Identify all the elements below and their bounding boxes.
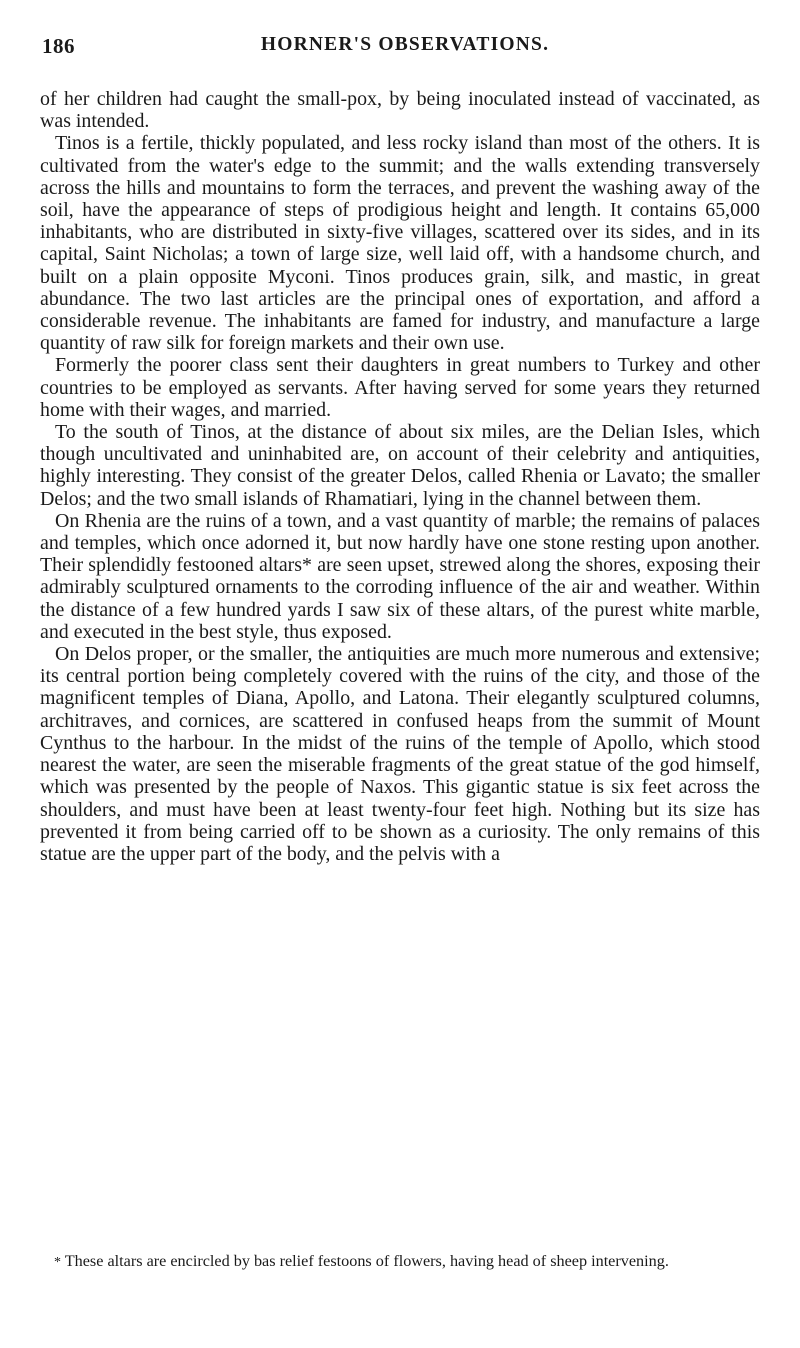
paragraph-delian-isles: To the south of Tinos, at the distance of about six miles, are the Delian Isles, which though uncultivated and uninhabited are, on account of their celebrity and antiquities, highly interesting. They consist of the greater Delos, called Rhenia or Lavato; the smaller Delos; and the two small islands of Rhamatiari, lying in the channel between them. [40,421,760,510]
footnote [40,1252,760,1272]
page-number: 186 [42,34,75,58]
paragraph-daughters: Formerly the poorer class sent their daughters in great numbers to Turkey and other countries to be employed as servants. After having served for some years they returned home with their wages, and married. [40,354,760,421]
footnote-text: These altars are encircled by bas relief festoons of flowers, having head of sheep intervening. [64,1252,669,1270]
running-title: HORNER'S OBSERVATIONS. [260,34,550,55]
paragraph-continued: of her children had caught the small-pox, by being inoculated instead of vaccinated, as was intended. [40,88,760,133]
paragraph-delos: On Delos proper, or the smaller, the antiquities are much more numerous and extensive; its central portion being completely covered with the ruins of the city, and those of the magnificent temples of Diana, Apollo, and Latona. Their elegantly sculptured columns, architraves, and cornices, are scattered in confused heaps from the summit of Mount Cynthus to the harbour. In the midst of the ruins of the temple of Apollo, which stood nearest the water, are seen the miserable fragments of the great statue of the god himself, which was presented by the people of Naxos. This gigantic statue is six feet across the shoulders, and must have been at least twenty-four feet high. Nothing but its size has prevented it from being carried off to be shown as a curiosity. The only remains of this statue are the upper part of the body, and the pelvis with a [40,643,760,865]
paragraph-rhenia: On Rhenia are the ruins of a town, and a vast quantity of marble; the remains of palaces and temples, which once adorned it, but now hardly have one stone resting upon another. Their splendidly festooned altars* are seen upset, strewed along the shores, exposing their admirably sculptured ornaments to the corroding influence of the air and weather. Within the distance of a few hundred yards I saw six of these altars, of the purest white marble, and executed in the best style, thus exposed. [40,509,760,643]
page-header [40,34,760,64]
paragraph-tinos: Tinos is a fertile, thickly populated, and less rocky island than most of the others. It is cultivated from the water's edge to the summit; and the walls extending transversely across the hills and mountains to form the terraces, and prevent the washing away of the soil, have the appearance of steps of prodigious height and length. It contains 65,000 inhabitants, who are distributed in sixty-five villages, scattered over its sides, and in its capital, Saint Nicholas; a town of large size, well laid off, with a handsome church, and built on a plain opposite Myconi. Tinos produces grain, silk, and mastic, in great abundance. The two last articles are the principal ones of exportation, and afford a considerable revenue. The inhabitants are famed for industry, and manufacture a large quantity of raw silk for foreign markets and their own use. [40,132,760,355]
footnote-mark: * [54,1255,61,1270]
body-text [40,88,760,865]
